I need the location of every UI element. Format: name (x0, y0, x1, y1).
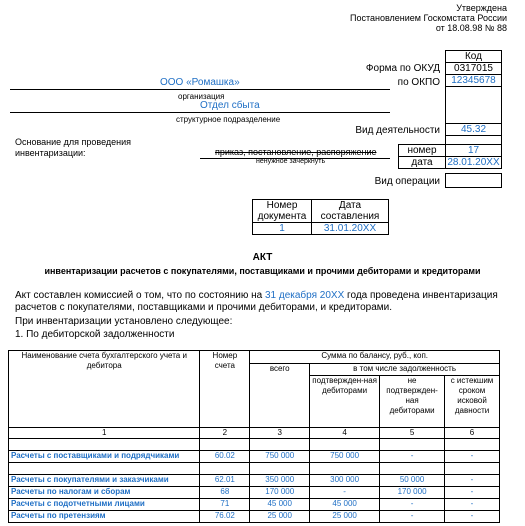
org-name: ООО «Ромашка» (160, 77, 240, 88)
col-num-4: 4 (310, 428, 380, 439)
unit-caption: структурное подразделение (176, 115, 281, 124)
row-total: 45 000 (250, 499, 310, 511)
col-num-6: 6 (445, 428, 500, 439)
header-expired: с истекшим сроком исковой давности (445, 376, 500, 428)
row-unconfirmed: - (380, 499, 445, 511)
row-unconfirmed: 50 000 (380, 475, 445, 487)
table-row (9, 511, 500, 523)
header-total: всего (250, 364, 310, 428)
codes-blank (445, 86, 502, 124)
body-p1-date: 31 декабря 20ХХ (264, 290, 345, 301)
header-account: Номер счета (200, 351, 250, 428)
date-label: дата (398, 156, 446, 169)
table-row (9, 487, 500, 499)
row-confirmed: 45 000 (310, 499, 380, 511)
body-paragraph-1 (15, 290, 498, 301)
unit-name: Отдел сбыта (200, 100, 260, 111)
basis-options: приказ, постановление, распоряжение (215, 147, 377, 157)
body-p1-start: Акт составлен комиссией о том, что по состоянию на (15, 290, 265, 301)
approval-line-1: Утверждена (456, 3, 507, 13)
row-name: Расчеты по претензиям (9, 511, 200, 523)
row-confirmed: 750 000 (310, 451, 380, 463)
row-expired: - (445, 451, 500, 463)
row-total: 170 000 (250, 487, 310, 499)
okud-label: Форма по ОКУД (365, 63, 440, 74)
unit-underline (10, 112, 390, 113)
approval-line-2: Постановлением Госкомстата России (349, 13, 507, 23)
basis-label-2: инвентаризации: (15, 148, 86, 158)
receivables-table (8, 350, 500, 523)
row-unconfirmed: - (380, 511, 445, 523)
row-expired: - (445, 511, 500, 523)
row-expired: - (445, 475, 500, 487)
okpo-code: 12345678 (445, 74, 502, 87)
activity-code: 45.32 (445, 123, 502, 136)
codes-header: Код (445, 50, 502, 63)
row-confirmed: - (310, 487, 380, 499)
row-account: 76.02 (200, 511, 250, 523)
doc-number-header: Номер документа (253, 200, 312, 223)
row-account: 68 (200, 487, 250, 499)
row-name: Расчеты с поставщиками и подрядчиками (9, 451, 200, 463)
table-row (9, 499, 500, 511)
okud-code: 0317015 (445, 62, 502, 75)
org-caption: организация (178, 92, 225, 101)
header-incl: в том числе задолженность (310, 364, 500, 376)
row-name: Расчеты с покупателями и заказчиками (9, 475, 200, 487)
row-unconfirmed: 170 000 (380, 487, 445, 499)
operation-value (445, 173, 502, 188)
body-p1-end: года проведена инвентаризация (344, 290, 498, 301)
date-value: 28.01.20XX (445, 156, 502, 169)
row-expired: - (445, 487, 500, 499)
operation-label: Вид операции (374, 176, 440, 187)
okpo-label: по ОКПО (397, 77, 440, 88)
row-expired: - (445, 499, 500, 511)
doc-date-value: 31.01.20XX (312, 223, 389, 235)
number-value: 17 (445, 144, 502, 157)
row-total: 350 000 (250, 475, 310, 487)
col-num-2: 2 (200, 428, 250, 439)
col-num-1: 1 (9, 428, 200, 439)
row-name: Расчеты с подотчетными лицами (9, 499, 200, 511)
header-name: Наименование счета бухгалтерского учета и дебитора (9, 351, 200, 428)
org-underline (10, 89, 390, 90)
row-total: 25 000 (250, 511, 310, 523)
body-paragraph-2: При инвентаризации установлено следующее: (15, 316, 233, 327)
row-name: Расчеты по налогам и сборам (9, 487, 200, 499)
number-label: номер (398, 144, 446, 157)
table-spacer (9, 439, 200, 451)
approval-line-3: от 18.08.98 № 88 (435, 23, 507, 33)
row-unconfirmed: - (380, 451, 445, 463)
activity-label: Вид деятельности (355, 125, 440, 136)
doc-number-table (252, 199, 389, 235)
basis-caption: ненужное зачеркнуть (256, 158, 326, 165)
header-confirmed: подтвержден-ная дебиторами (310, 376, 380, 428)
act-title: АКТ (252, 252, 273, 263)
basis-label-1: Основание для проведения (15, 137, 132, 147)
body-paragraph-1-line2: расчетов с покупателями, поставщиками и прочими дебиторами, и кредиторами. (15, 302, 393, 313)
act-subtitle: инвентаризации расчетов с покупателями, поставщиками и прочими дебиторами и кредиторами (44, 266, 481, 276)
row-account: 71 (200, 499, 250, 511)
row-total: 750 000 (250, 451, 310, 463)
row-confirmed: 25 000 (310, 511, 380, 523)
row-account: 60.02 (200, 451, 250, 463)
doc-number-value: 1 (253, 223, 312, 235)
row-account: 62.01 (200, 475, 250, 487)
table-row (9, 475, 500, 487)
table-row (9, 451, 500, 463)
row-confirmed: 300 000 (310, 475, 380, 487)
doc-date-header: Дата составления (312, 200, 389, 223)
col-num-5: 5 (380, 428, 445, 439)
header-unconfirmed: не подтвержден-ная дебиторами (380, 376, 445, 428)
col-num-3: 3 (250, 428, 310, 439)
header-sum: Сумма по балансу, руб., коп. (250, 351, 500, 364)
body-paragraph-3: 1. По дебиторской задолженности (15, 329, 175, 340)
